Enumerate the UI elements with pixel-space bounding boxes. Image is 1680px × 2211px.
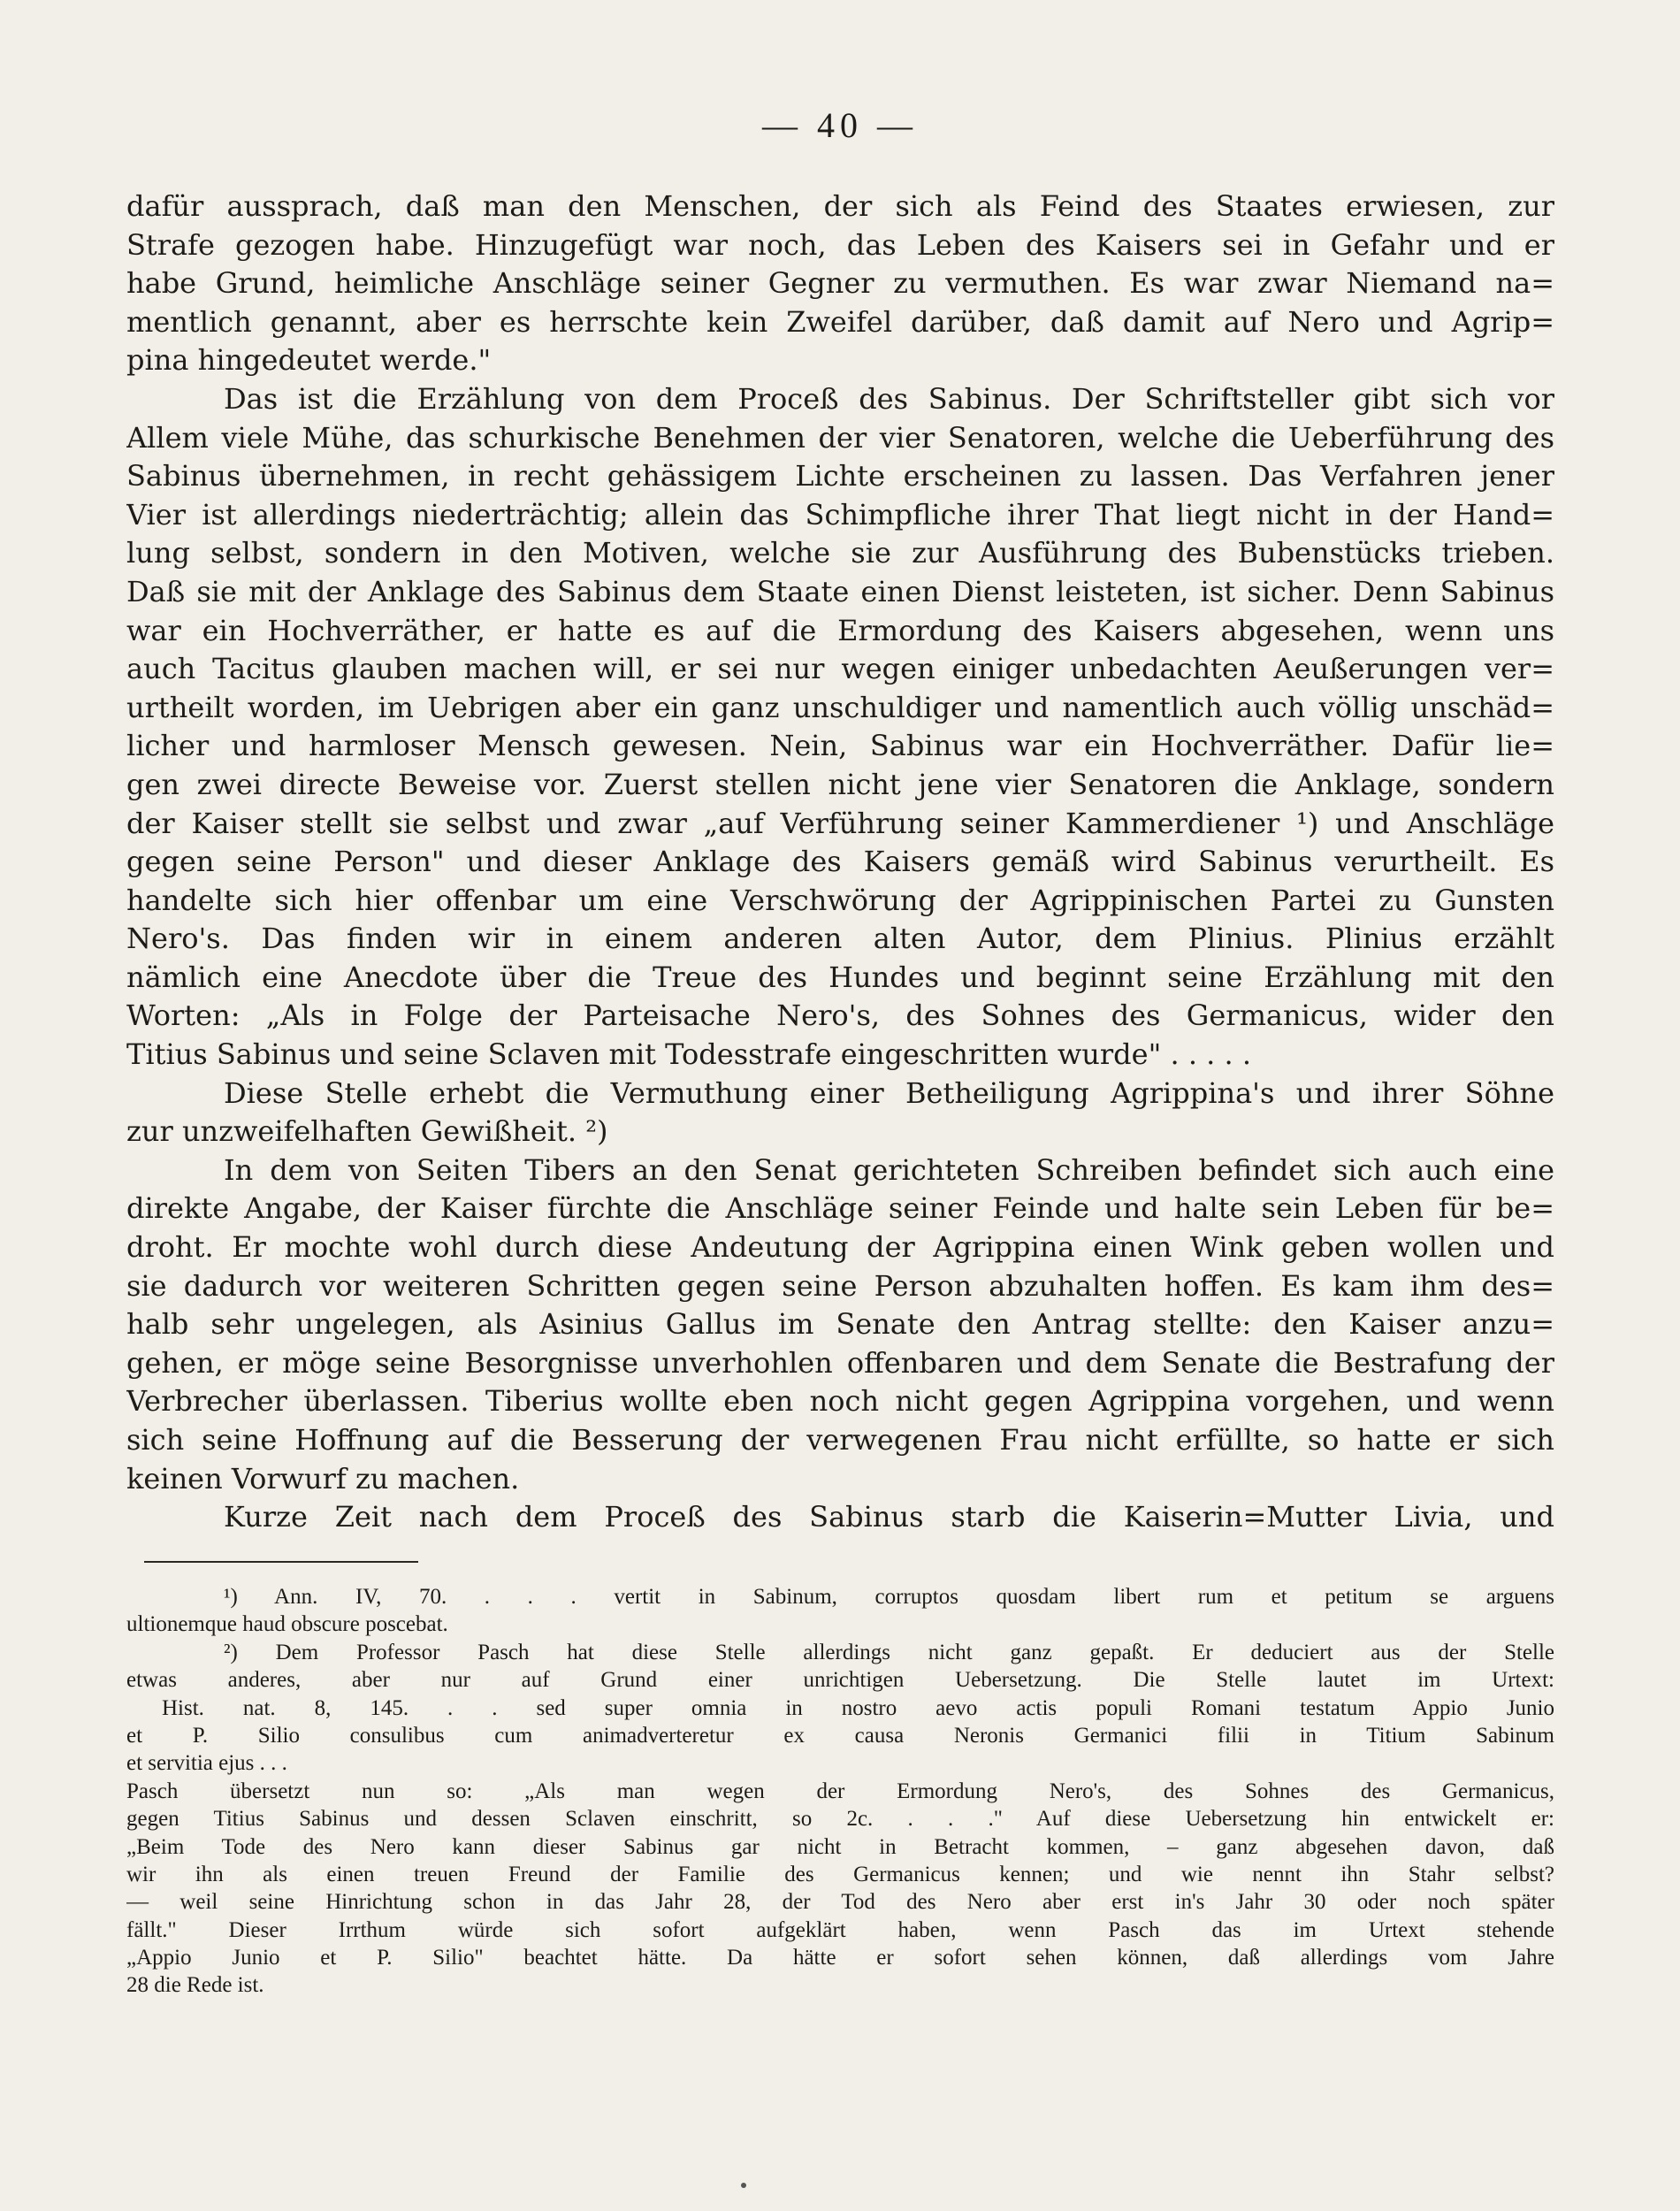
text-line: Das ist die Erzählung von dem Proceß des Sabinus. Der Schriftsteller gibt sich vor: [224, 381, 1554, 416]
paper-speck: [741, 2183, 746, 2188]
footnote-line: 28 die Rede ist.: [126, 1973, 264, 1998]
text-line: Strafe gezogen habe. Hinzugefügt war noch, das Leben des Kaisers sei in Gefahr und er: [126, 227, 1554, 262]
footnote-line: Pasch übersetzt nun so: „Als man wegen der Ermordung Nero's, des Sohnes des Germanicus,: [126, 1779, 1554, 1803]
footnote-line: „Appio Junio et P. Silio" beachtet hätte. Da hätte er sofort sehen können, daß allerdings vom Jahre: [126, 1946, 1554, 1970]
text-line: Allem viele Mühe, das schurkische Benehmen der vier Senatoren, welche die Ueberführung des: [126, 420, 1554, 455]
footnote-line: „Beim Tode des Nero kann dieser Sabinus gar nicht in Betracht kommen, – ganz abgesehen davon, daß: [126, 1834, 1554, 1859]
footnote-line: — weil seine Hinrichtung schon in das Jahr 28, der Tod des Nero aber erst in's Jahr 30 oder noch später: [126, 1890, 1554, 1915]
text-line: Vier ist allerdings niederträchtig; allein das Schimpfliche ihrer That liegt nicht in der Hand=: [126, 497, 1554, 532]
footnotes: [126, 1583, 1554, 2000]
text-line: gehen, er möge seine Besorgnisse unverhohlen offenbaren und dem Senate die Bestrafung der: [126, 1345, 1554, 1380]
text-line: pina hingedeutet werde.": [126, 343, 492, 378]
text-line: Sabinus übernehmen, in recht gehässigem Lichte erscheinen zu lassen. Das Verfahren jener: [126, 459, 1554, 493]
text-line: Verbrecher überlassen. Tiberius wollte eben noch nicht gegen Agrippina vorgehen, und wenn: [126, 1384, 1554, 1419]
text-line: lung selbst, sondern in den Motiven, welche sie zur Ausführung des Bubenstücks trieben.: [126, 536, 1554, 570]
text-line: dafür aussprach, daß man den Menschen, der sich als Feind des Staates erwiesen, zur: [126, 189, 1554, 223]
text-line: zur unzweifelhaften Gewißheit. ²): [126, 1114, 608, 1149]
text-line: urtheilt worden, im Uebrigen aber ein ganz unschuldiger und namentlich auch völlig unschäd=: [126, 690, 1554, 724]
page-number: — 40 —: [762, 105, 918, 145]
footnote-line: et servitia ejus . . .: [126, 1751, 287, 1776]
text-line: direkte Angabe, der Kaiser fürchte die Anschläge seiner Feinde und halte sein Leben für be=: [126, 1191, 1554, 1226]
text-line: Kurze Zeit nach dem Proceß des Sabinus starb die Kaiserin=Mutter Livia, und: [224, 1500, 1554, 1534]
text-line: Nero's. Das finden wir in einem anderen alten Autor, dem Plinius. Plinius erzählt: [126, 922, 1554, 956]
footnote-divider: [144, 1561, 418, 1563]
footnote-line: wir ihn als einen treuen Freund der Familie des Germanicus kennen; und wie nennt ihn Stahr selbst?: [126, 1862, 1554, 1886]
text-line: der Kaiser stellt sie selbst und zwar „auf Verführung seiner Kammerdiener ¹) und Anschläge: [126, 806, 1554, 840]
text-line: Daß sie mit der Anklage des Sabinus dem Staate einen Dienst leisteten, ist sicher. Denn Sabinus: [126, 574, 1554, 608]
text-line: gegen seine Person" und dieser Anklage des Kaisers gemäß wird Sabinus verurtheilt. Es: [126, 845, 1554, 879]
footnote-line: Hist. nat. 8, 145. . . sed super omnia in nostro aevo actis populi Romani testatum Appio Junio: [162, 1695, 1554, 1720]
text-line: licher und harmloser Mensch gewesen. Nein, Sabinus war ein Hochverräther. Dafür lie=: [126, 729, 1554, 763]
footnote-line: et P. Silio consulibus cum animadverteretur ex causa Neronis Germanici filii in Titium Sabinum: [126, 1723, 1554, 1748]
text-line: halb sehr ungelegen, als Asinius Gallus im Senate den Antrag stellte: den Kaiser anzu=: [126, 1307, 1554, 1342]
text-line: sich seine Hoffnung auf die Besserung der verwegenen Frau nicht erfüllte, so hatte er sich: [126, 1423, 1554, 1457]
footnote-line: etwas anderes, aber nur auf Grund einer unrichtigen Uebersetzung. Die Stelle lautet im Urtext:: [126, 1668, 1554, 1693]
footnote-line: ¹) Ann. IV, 70. . . . vertit in Sabinum, corruptos quosdam libert rum et petitum se arguens: [224, 1585, 1554, 1609]
text-line: Worten: „Als in Folge der Parteisache Nero's, des Sohnes des Germanicus, wider den: [126, 998, 1554, 1033]
text-line: In dem von Seiten Tibers an den Senat gerichteten Schreiben befindet sich auch eine: [224, 1152, 1554, 1187]
footnote-line: ²) Dem Professor Pasch hat diese Stelle allerdings nicht ganz gepaßt. Er deduciert aus der Stelle: [224, 1640, 1554, 1664]
text-line: Titius Sabinus und seine Sclaven mit Todesstrafe eingeschritten wurde" . . . . .: [126, 1037, 1252, 1072]
text-line: auch Tacitus glauben machen will, er sei nur wegen einiger unbedachten Aeußerungen ver=: [126, 652, 1554, 686]
text-line: droht. Er mochte wohl durch diese Andeutung der Agrippina einen Wink geben wollen und: [126, 1230, 1554, 1265]
footnote-line: fällt." Dieser Irrthum würde sich sofort aufgeklärt haben, wenn Pasch das im Urtext stehende: [126, 1917, 1554, 1942]
text-line: war ein Hochverräther, er hatte es auf die Ermordung des Kaisers abgesehen, wenn uns: [126, 613, 1554, 647]
text-line: handelte sich hier offenbar um eine Verschwörung der Agrippinischen Partei zu Gunsten: [126, 883, 1554, 917]
main-text: [126, 187, 1554, 1537]
text-line: sie dadurch vor weiteren Schritten gegen seine Person abzuhalten hoffen. Es kam ihm des=: [126, 1268, 1554, 1303]
text-line: keinen Vorwurf zu machen.: [126, 1461, 520, 1496]
footnote-line: gegen Titius Sabinus und dessen Sclaven einschritt, so 2c. . . ." Auf diese Uebersetzung hin entwickelt er:: [126, 1807, 1554, 1832]
text-line: habe Grund, heimliche Anschläge seiner Gegner zu vermuthen. Es war zwar Niemand na=: [126, 266, 1554, 301]
text-line: gen zwei directe Beweise vor. Zuerst stellen nicht jene vier Senatoren die Anklage, sondern: [126, 767, 1554, 801]
text-line: Diese Stelle erhebt die Vermuthung einer Betheiligung Agrippina's und ihrer Söhne: [224, 1075, 1554, 1110]
text-line: nämlich eine Anecdote über die Treue des Hundes und beginnt seine Erzählung mit den: [126, 960, 1554, 994]
footnote-line: ultionemque haud obscure poscebat.: [126, 1612, 448, 1637]
text-line: mentlich genannt, aber es herrschte kein Zweifel darüber, daß damit auf Nero und Agrip=: [126, 304, 1554, 339]
